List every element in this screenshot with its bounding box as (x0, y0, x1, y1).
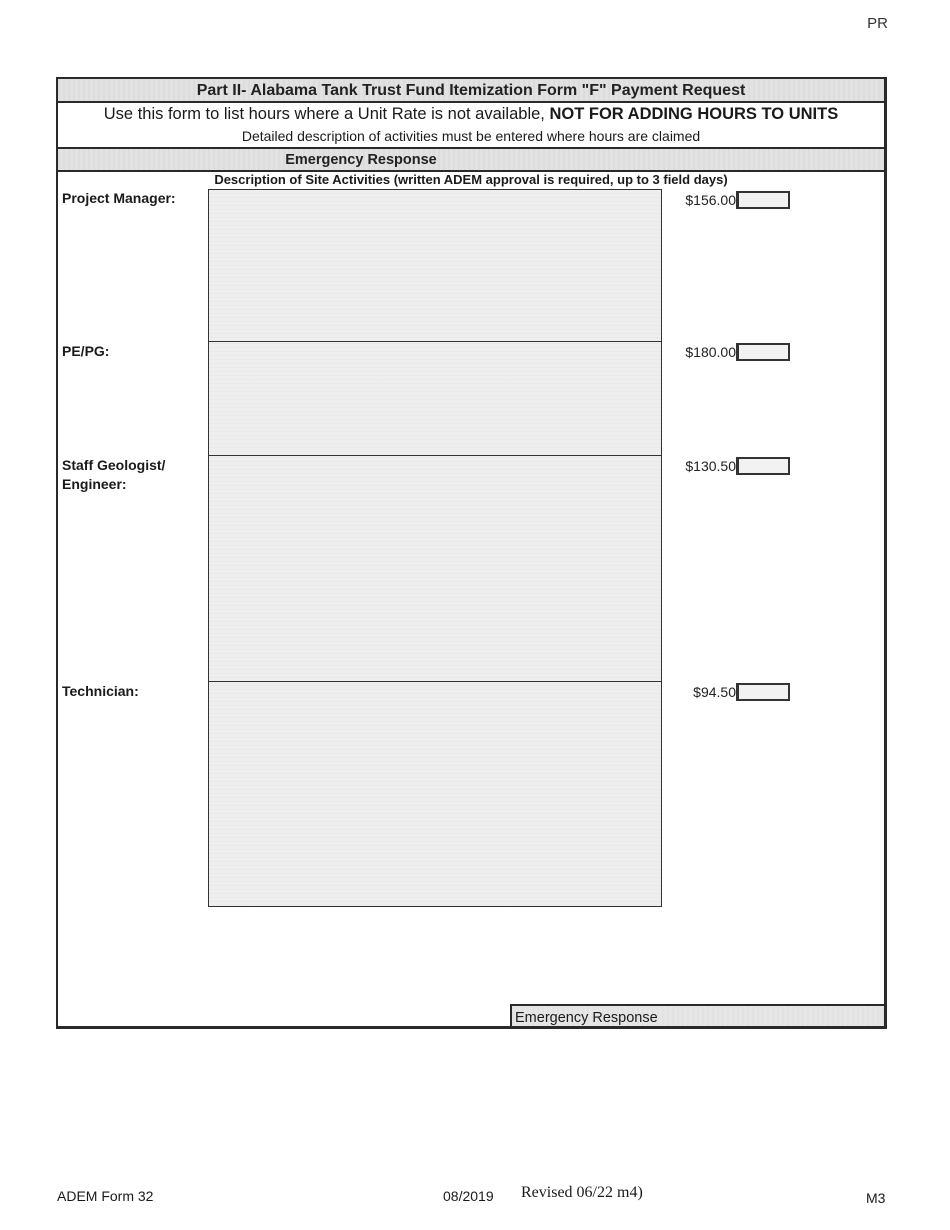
sheet-tab-emergency-response[interactable]: Emergency Response (510, 1004, 884, 1026)
rate-project-manager: $156.00 (685, 192, 736, 208)
hours-input-project-manager[interactable] (736, 191, 790, 209)
role-label-project-manager: Project Manager: (62, 190, 176, 206)
role-label-staff-geologist: Staff Geologist/ Engineer: (62, 457, 166, 492)
instruction-emphasis: NOT FOR ADDING HOURS TO UNITS (549, 105, 839, 123)
instruction-detail: Detailed description of activities must be entered where hours are claimed (241, 128, 701, 144)
description-box-staff-geologist[interactable] (208, 455, 662, 682)
rate-pe-pg: $180.00 (685, 344, 736, 360)
role-label-pe-pg: PE/PG: (62, 343, 110, 359)
rate-technician: $94.50 (693, 684, 736, 700)
footer-form-name: ADEM Form 32 (57, 1188, 154, 1204)
page-code: PR (867, 15, 888, 32)
description-header: Description of Site Activities (written ADEM approval is required, up to 3 field days) (214, 172, 728, 187)
form-instruction (58, 103, 884, 125)
footer-revised: Revised 06/22 m4) (521, 1184, 643, 1201)
description-box-pe-pg[interactable] (208, 341, 662, 456)
section-header (58, 147, 884, 172)
hours-input-technician[interactable] (736, 683, 790, 701)
description-box-technician[interactable] (208, 681, 662, 907)
hours-input-pe-pg[interactable] (736, 343, 790, 361)
role-label-technician: Technician: (62, 683, 139, 699)
footer-date: 08/2019 (443, 1188, 494, 1204)
rate-staff-geologist: $130.50 (685, 458, 736, 474)
section-header-label: Emergency Response (285, 152, 437, 168)
form-title: Part II- Alabama Tank Trust Fund Itemization Form "F" Payment Request (58, 79, 884, 103)
itemization-form (56, 77, 887, 1029)
description-box-project-manager[interactable] (208, 189, 662, 342)
hours-input-staff-geologist[interactable] (736, 457, 790, 475)
instruction-text: Use this form to list hours where a Unit Rate is not available, (103, 105, 550, 123)
footer-page-code: M3 (866, 1190, 886, 1206)
